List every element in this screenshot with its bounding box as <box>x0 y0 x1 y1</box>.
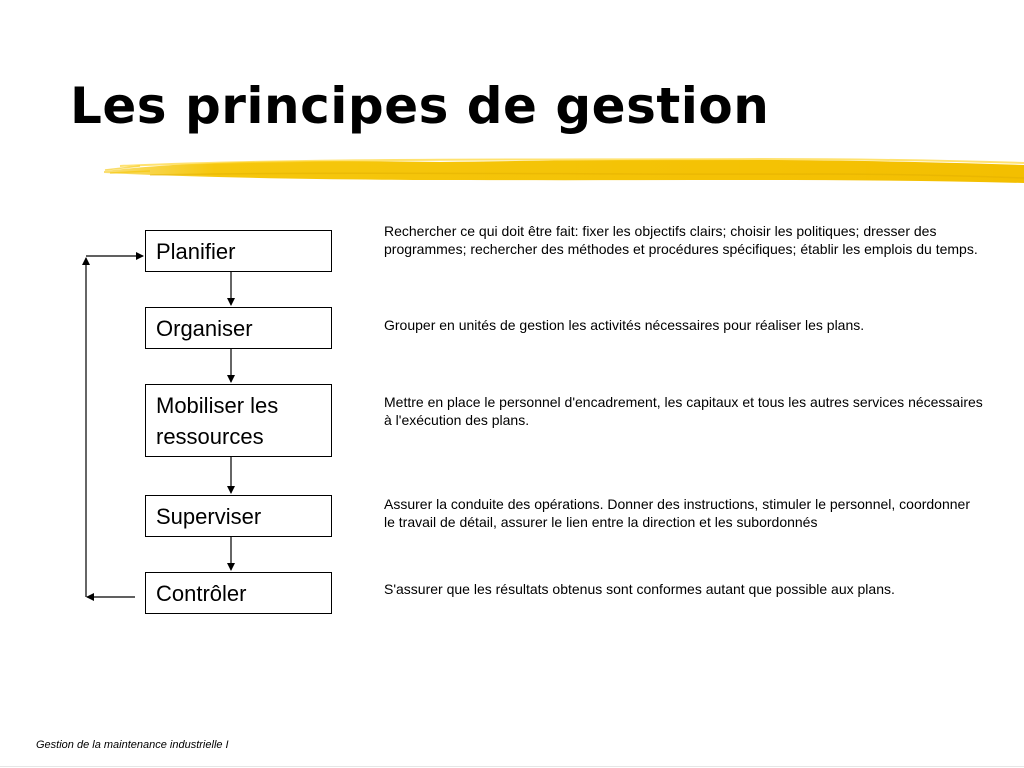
step-box-organiser <box>145 307 332 349</box>
step-label-planifier: Planifier <box>156 238 236 264</box>
step-description-controler: S'assurer que les résultats obtenus sont conformes autant que possible aux plans. <box>384 581 895 597</box>
step-label-superviser: Superviser <box>156 503 262 529</box>
step-box-controler <box>145 572 332 614</box>
step-description-planifier: Rechercher ce qui doit être fait: fixer les objectifs clairs; choisir les politiques; dresser des programmes; rechercher des méthodes et procédures spécifiques; établir les emplois du temps. <box>384 223 978 257</box>
step-box-mobiliser <box>145 384 332 457</box>
step-box-planifier <box>145 230 332 272</box>
step-description-organiser: Grouper en unités de gestion les activités nécessaires pour réaliser les plans. <box>384 317 865 333</box>
step-description-mobiliser: Mettre en place le personnel d'encadrement, les capitaux et tous les autres services nécessaires à l'exécution des plans. <box>384 394 983 428</box>
step-description-superviser: Assurer la conduite des opérations. Donner des instructions, stimuler le personnel, coordonner le travail de détail, assurer le lien entre la direction et les subordonnés <box>384 496 970 530</box>
footer-divider <box>0 766 1024 767</box>
footer-text: Gestion de la maintenance industrielle I <box>36 739 229 751</box>
step-label-organiser: Organiser <box>156 315 253 341</box>
step-label-mobiliser: Mobiliser les ressources <box>156 392 279 449</box>
step-label-controler: Contrôler <box>156 580 247 606</box>
slide-title: Les principes de gestion <box>70 77 770 135</box>
step-box-superviser <box>145 495 332 537</box>
